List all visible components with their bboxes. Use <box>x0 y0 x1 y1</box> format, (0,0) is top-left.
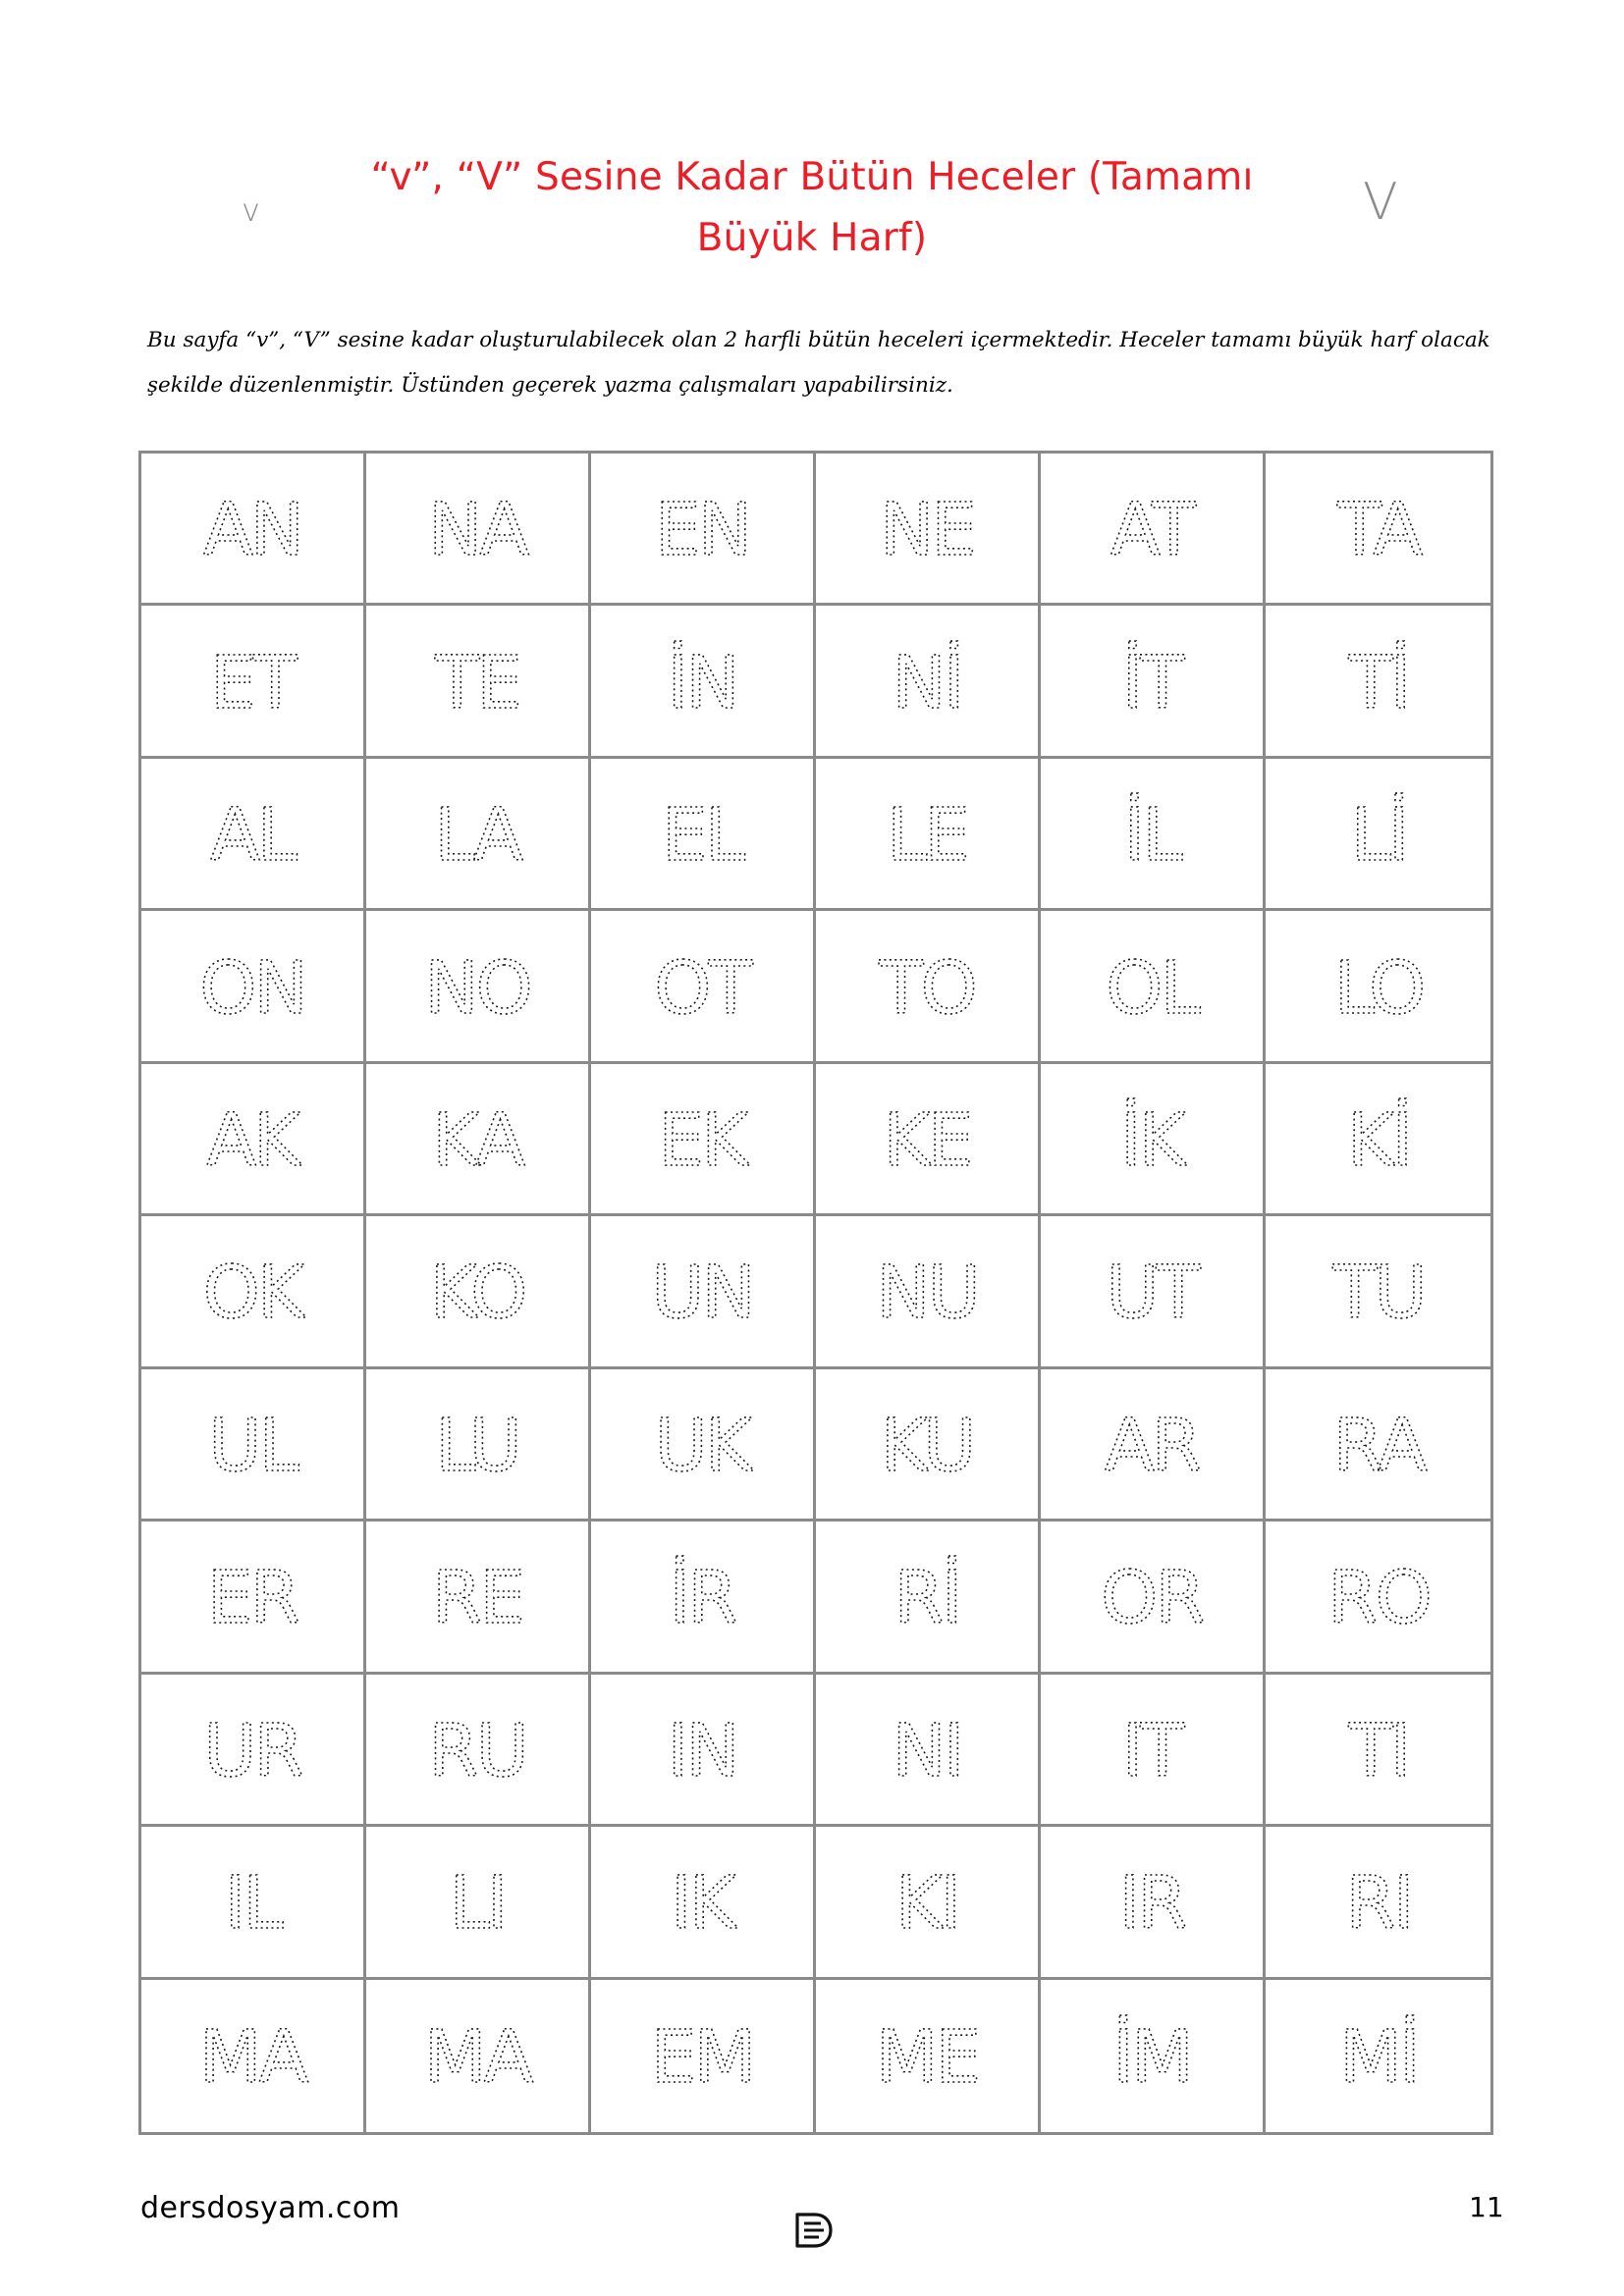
tracing-syllable-graphic <box>379 1695 575 1803</box>
tracing-syllable-graphic <box>1280 1695 1477 1803</box>
tracing-syllable-graphic <box>154 2002 351 2109</box>
tracing-syllable-graphic <box>154 627 351 735</box>
tracing-syllable-graphic <box>154 1085 351 1193</box>
tracing-syllable-graphic <box>1280 2002 1477 2109</box>
syllable-cell <box>816 1675 1041 1827</box>
tracing-syllable-graphic <box>1280 627 1477 735</box>
syllable-cell <box>591 1980 816 2132</box>
tracing-syllable: MA <box>198 2015 306 2101</box>
syllable-cell <box>591 1216 816 1368</box>
tracing-syllable-graphic <box>829 1695 1025 1803</box>
tracing-syllable-graphic <box>379 1085 575 1193</box>
syllable-cell <box>591 759 816 911</box>
tracing-syllable-graphic <box>1054 1085 1250 1193</box>
tracing-syllable: OT <box>654 945 750 1031</box>
syllable-cell <box>816 454 1041 606</box>
tracing-syllable: Nİ <box>892 640 962 725</box>
syllable-cell <box>141 1827 366 1979</box>
syllable-cell <box>591 911 816 1063</box>
tracing-syllable: İT <box>1121 640 1182 725</box>
tracing-syllable: KO <box>429 1251 525 1336</box>
syllable-grid <box>138 451 1493 2135</box>
tracing-syllable-graphic <box>604 1695 800 1803</box>
syllable-cell <box>141 606 366 758</box>
tracing-syllable: LE <box>887 793 967 879</box>
tracing-syllable-graphic <box>829 627 1025 735</box>
tracing-syllable: KU <box>880 1403 974 1488</box>
tracing-syllable: EN <box>654 488 750 573</box>
tracing-syllable-graphic <box>604 933 800 1041</box>
syllable-cell <box>591 1064 816 1216</box>
tracing-syllable-graphic <box>604 474 800 582</box>
tracing-syllable: EM <box>650 2015 754 2101</box>
tracing-syllable-graphic <box>604 1085 800 1193</box>
syllable-cell <box>816 759 1041 911</box>
tracing-syllable: UR <box>203 1708 301 1793</box>
syllable-cell <box>366 911 591 1063</box>
syllable-cell <box>1266 1216 1490 1368</box>
tracing-syllable: İM <box>1112 2015 1191 2101</box>
tracing-syllable-graphic <box>1280 779 1477 887</box>
tracing-syllable-graphic <box>829 1085 1025 1193</box>
syllable-cell <box>816 1827 1041 1979</box>
footer-website: dersdosyam.com <box>140 2191 401 2225</box>
tracing-syllable-graphic <box>154 779 351 887</box>
syllable-cell <box>366 454 591 606</box>
tracing-syllable: TU <box>1331 1251 1425 1336</box>
tracing-syllable: TE <box>435 640 519 725</box>
tracing-syllable: ME <box>875 2015 979 2101</box>
tracing-syllable: AN <box>203 488 301 573</box>
tracing-syllable: IK <box>670 1861 734 1947</box>
tracing-syllable: TI <box>1347 1708 1409 1793</box>
syllable-cell <box>141 759 366 911</box>
tracing-syllable-graphic <box>154 1390 351 1498</box>
syllable-cell <box>1041 1675 1266 1827</box>
decorative-letter-v: v <box>242 191 260 229</box>
tracing-syllable: IT <box>1121 1708 1182 1793</box>
syllable-cell <box>1041 1064 1266 1216</box>
syllable-cell <box>366 1980 591 2132</box>
tracing-syllable: İR <box>669 1556 735 1641</box>
tracing-syllable: EK <box>658 1098 746 1184</box>
syllable-cell <box>366 1369 591 1522</box>
syllable-cell <box>591 1522 816 1674</box>
page-title-line-2: Büyük Harf) <box>696 216 928 260</box>
tracing-syllable: RA <box>1331 1403 1425 1488</box>
tracing-syllable-graphic <box>1054 1390 1250 1498</box>
tracing-syllable-graphic <box>1280 933 1477 1041</box>
tracing-syllable: AT <box>1110 488 1194 573</box>
tracing-syllable: İL <box>1123 793 1180 879</box>
tracing-syllable-graphic <box>379 933 575 1041</box>
syllable-cell <box>1041 1980 1266 2132</box>
syllable-cell <box>141 1980 366 2132</box>
tracing-syllable-graphic <box>379 1237 575 1345</box>
syllable-cell <box>816 1064 1041 1216</box>
syllable-cell <box>816 1522 1041 1674</box>
syllable-cell <box>591 606 816 758</box>
syllable-cell <box>1266 1522 1490 1674</box>
syllable-cell <box>141 1216 366 1368</box>
tracing-syllable: İN <box>667 640 737 725</box>
tracing-syllable: ET <box>210 640 295 725</box>
tracing-syllable-graphic <box>154 1237 351 1345</box>
tracing-syllable: KI <box>894 1861 959 1947</box>
tracing-syllable-graphic <box>379 1542 575 1650</box>
tracing-syllable-graphic <box>1280 1847 1477 1955</box>
syllable-cell <box>1266 606 1490 758</box>
tracing-syllable: UL <box>208 1403 297 1488</box>
tracing-syllable-graphic <box>829 1390 1025 1498</box>
document-lines-icon <box>791 2209 835 2252</box>
tracing-syllable-graphic <box>154 1695 351 1803</box>
tracing-syllable: RE <box>431 1556 523 1641</box>
syllable-cell <box>591 1369 816 1522</box>
syllable-cell <box>366 1216 591 1368</box>
tracing-syllable-graphic <box>1280 1237 1477 1345</box>
syllable-cell <box>816 911 1041 1063</box>
tracing-syllable-graphic <box>829 474 1025 582</box>
tracing-syllable: Rİ <box>893 1556 960 1641</box>
tracing-syllable: NA <box>428 488 526 573</box>
syllable-cell <box>1041 606 1266 758</box>
syllable-cell <box>141 454 366 606</box>
syllable-cell <box>1266 1064 1490 1216</box>
tracing-syllable-graphic <box>1054 779 1250 887</box>
syllable-cell <box>816 1369 1041 1522</box>
tracing-syllable-graphic <box>1054 627 1250 735</box>
tracing-syllable: UN <box>651 1251 753 1336</box>
tracing-syllable: RO <box>1326 1556 1430 1641</box>
tracing-syllable: NI <box>892 1708 962 1793</box>
tracing-syllable: OL <box>1106 945 1198 1031</box>
syllable-cell <box>1041 1216 1266 1368</box>
syllable-cell <box>366 759 591 911</box>
syllable-cell <box>366 1064 591 1216</box>
tracing-syllable: AL <box>210 793 295 879</box>
syllable-cell <box>141 1522 366 1674</box>
tracing-syllable-graphic <box>154 933 351 1041</box>
syllable-cell <box>141 911 366 1063</box>
tracing-syllable-graphic <box>604 779 800 887</box>
tracing-syllable-graphic <box>379 779 575 887</box>
tracing-syllable: Mİ <box>1338 2015 1418 2101</box>
syllable-cell <box>1041 1369 1266 1522</box>
tracing-syllable: IL <box>224 1861 281 1947</box>
tracing-syllable-graphic <box>379 1847 575 1955</box>
tracing-syllable-graphic <box>829 1237 1025 1345</box>
syllable-cell <box>1041 1522 1266 1674</box>
tracing-syllable: Tİ <box>1347 640 1409 725</box>
tracing-syllable-graphic <box>604 2002 800 2109</box>
tracing-syllable-graphic <box>1054 474 1250 582</box>
tracing-syllable: AR <box>1104 1403 1200 1488</box>
tracing-syllable: NE <box>879 488 975 573</box>
syllable-cell <box>1266 1980 1490 2132</box>
tracing-syllable-graphic <box>1054 1237 1250 1345</box>
syllable-cell <box>1041 454 1266 606</box>
page-title <box>353 147 1271 269</box>
tracing-syllable: LA <box>434 793 520 879</box>
tracing-syllable-graphic <box>379 474 575 582</box>
tracing-syllable: IN <box>667 1708 737 1793</box>
syllable-cell <box>1266 759 1490 911</box>
tracing-syllable-graphic <box>604 1847 800 1955</box>
tracing-syllable-graphic <box>379 627 575 735</box>
tracing-syllable-graphic <box>604 1390 800 1498</box>
tracing-syllable-graphic <box>1054 933 1250 1041</box>
syllable-cell <box>816 1980 1041 2132</box>
tracing-syllable: TO <box>879 945 975 1031</box>
syllable-cell <box>816 606 1041 758</box>
syllable-cell <box>1266 1675 1490 1827</box>
tracing-syllable: LU <box>435 1403 519 1488</box>
syllable-cell <box>1266 911 1490 1063</box>
syllable-cell <box>1266 1369 1490 1522</box>
tracing-syllable-graphic <box>1280 1085 1477 1193</box>
decorative-letter-V: V <box>1363 173 1398 232</box>
tracing-syllable: ER <box>206 1556 298 1641</box>
syllable-cell <box>1041 1827 1266 1979</box>
tracing-syllable-graphic <box>604 1542 800 1650</box>
tracing-syllable: RU <box>428 1708 526 1793</box>
tracing-syllable: ON <box>199 945 305 1031</box>
tracing-syllable-graphic <box>829 1847 1025 1955</box>
syllable-cell <box>1266 1827 1490 1979</box>
tracing-syllable-graphic <box>154 1542 351 1650</box>
tracing-syllable: LI <box>449 1861 506 1947</box>
tracing-syllable: EL <box>662 793 742 879</box>
syllable-cell <box>366 1675 591 1827</box>
tracing-syllable: İK <box>1119 1098 1184 1184</box>
tracing-syllable-graphic <box>1054 2002 1250 2109</box>
tracing-syllable-graphic <box>1054 1695 1250 1803</box>
tracing-syllable-graphic <box>1054 1847 1250 1955</box>
tracing-syllable-graphic <box>1280 474 1477 582</box>
tracing-syllable-graphic <box>1280 1542 1477 1650</box>
syllable-cell <box>366 606 591 758</box>
tracing-syllable-graphic <box>154 1847 351 1955</box>
tracing-syllable: UK <box>654 1403 750 1488</box>
tracing-syllable-graphic <box>829 779 1025 887</box>
tracing-syllable: Kİ <box>1346 1098 1410 1184</box>
syllable-cell <box>816 1216 1041 1368</box>
syllable-cell <box>366 1827 591 1979</box>
syllable-cell <box>591 1827 816 1979</box>
intro-text: Bu sayfa “v”, “V” sesine kadar oluşturulabilecek olan 2 harfli bütün heceleri içermektedir. Heceler tamamı büyük harf olacak şekilde düzenlenmiştir. Üstünden geçerek yazma çalışmaları yapabilirsiniz. <box>147 328 1490 398</box>
tracing-syllable: UT <box>1106 1251 1198 1336</box>
syllable-cell <box>1266 454 1490 606</box>
syllable-cell <box>366 1522 591 1674</box>
tracing-syllable: MA <box>423 2015 531 2101</box>
tracing-syllable: AK <box>206 1098 298 1184</box>
tracing-syllable: KA <box>432 1098 522 1184</box>
syllable-cell <box>141 1369 366 1522</box>
tracing-syllable-graphic <box>604 1237 800 1345</box>
page-number: 11 <box>1469 2191 1504 2223</box>
tracing-syllable-graphic <box>604 627 800 735</box>
page-title-line-1: “v”, “V” Sesine Kadar Bütün Heceler (Tamamı <box>370 155 1254 199</box>
syllable-cell <box>141 1675 366 1827</box>
syllable-cell <box>591 454 816 606</box>
syllable-cell <box>141 1064 366 1216</box>
tracing-syllable-graphic <box>829 1542 1025 1650</box>
tracing-syllable: LO <box>1333 945 1423 1031</box>
syllable-cell <box>1041 911 1266 1063</box>
tracing-syllable: OK <box>202 1251 302 1336</box>
tracing-syllable-graphic <box>379 2002 575 2109</box>
tracing-syllable: KE <box>883 1098 971 1184</box>
tracing-syllable: NO <box>424 945 530 1031</box>
tracing-syllable-graphic <box>1280 1390 1477 1498</box>
tracing-syllable: OR <box>1101 1556 1203 1641</box>
tracing-syllable: IR <box>1118 1861 1185 1947</box>
tracing-syllable: RI <box>1344 1861 1412 1947</box>
tracing-syllable-graphic <box>379 1390 575 1498</box>
tracing-syllable-graphic <box>154 474 351 582</box>
syllable-cell <box>1041 759 1266 911</box>
tracing-syllable-graphic <box>829 933 1025 1041</box>
tracing-syllable: Lİ <box>1349 793 1407 879</box>
tracing-syllable: TA <box>1336 488 1420 573</box>
tracing-syllable-graphic <box>829 2002 1025 2109</box>
syllable-cell <box>591 1675 816 1827</box>
tracing-syllable-graphic <box>1054 1542 1250 1650</box>
tracing-syllable: NU <box>876 1251 978 1336</box>
